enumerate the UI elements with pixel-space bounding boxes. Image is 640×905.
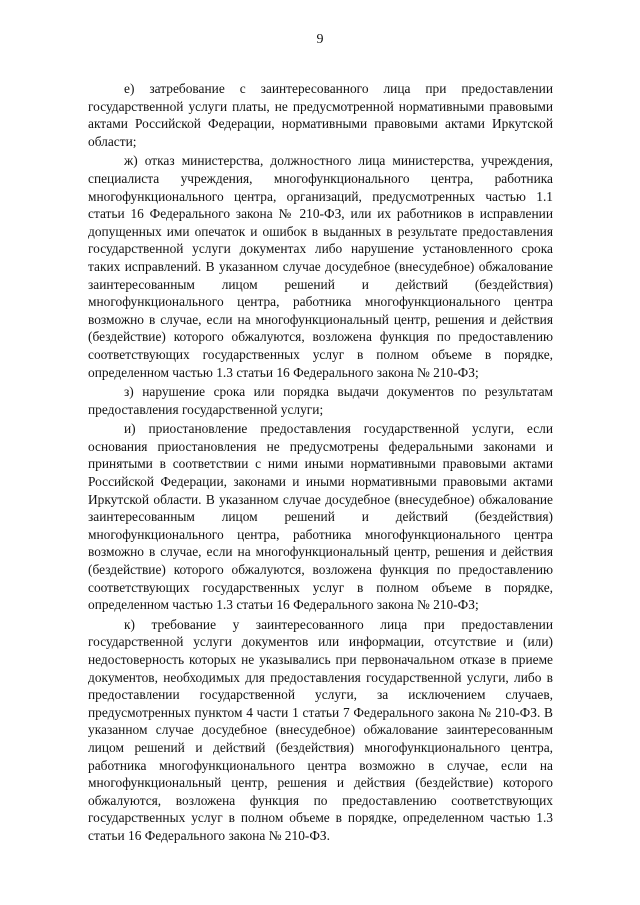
page-number: 9	[316, 32, 324, 47]
paragraph-e: е) затребование с заинтересованного лица при предоставлении государственной услуги платы, не предусмотренной нормативными правовыми актами Российской Федерации, нормативными правовыми актами Иркутской области;	[88, 81, 553, 149]
paragraph-z: з) нарушение срока или порядка выдачи документов по результатам предоставления государственной услуги;	[88, 384, 553, 417]
paragraph-i: и) приостановление предоставления государственной услуги, если основания приостановления не предусмотрены федеральными законами и принятыми в соответствии с ними иными нормативными правовыми актами Российской Федерации, законами и иными нормативными правовыми актами Иркутской области. В указанном случае досудебное (внесудебное) обжалование заинтересованным лицом решений и действий (бездействия) многофункционального центра, работника многофункционального центра возможно в случае, если на многофункциональный центр, решения и действия (бездействие) которого обжалуются, возложена функция по предоставлению соответствующих государственных услуг в полном объеме в порядке, определенном частью 1.3 статьи 16 Федерального закона № 210-ФЗ;	[88, 421, 553, 613]
document-body	[88, 80, 553, 847]
paragraph-k: к) требование у заинтересованного лица при предоставлении государственной услуги документов или информации, отсутствие и (или) недостоверность которых не указывались при первоначальном отказе в приеме документов, необходимых для предоставления государственной услуги, либо в предоставлении государственной услуги, за исключением случаев, предусмотренных пунктом 4 части 1 статьи 7 Федерального закона № 210-ФЗ. В указанном случае досудебное (внесудебное) обжалование заинтересованным лицом решений и действий (бездействия) многофункционального центра, работника многофункционального центра возможно в случае, если на многофункциональный центр, решения и действия (бездействие) которого обжалуются, возложена функция по предоставлению соответствующих государственных услуг в полном объеме в порядке, определенном частью 1.3 статьи 16 Федерального закона № 210-ФЗ.	[88, 616, 553, 843]
paragraph-zh: ж) отказ министерства, должностного лица министерства, учреждения, специалиста учреждения, многофункционального центра, работника многофункционального центра, организаций, предусмотренных частью 1.1 статьи 16 Федерального закона № 210-ФЗ, или их работников в исправлении допущенных ими опечаток и ошибок в выданных в результате предоставления государственной услуги документах либо нарушение установленного срока таких исправлений. В указанном случае досудебное (внесудебное) обжалование заинтересованным лицом решений и действий (бездействия) многофункционального центра, работника многофункционального центра возможно в случае, если на многофункциональный центр, решения и действия (бездействие) которого обжалуются, возложена функция по предоставлению соответствующих государственных услуг в полном объеме в порядке, определенном частью 1.3 статьи 16 Федерального закона № 210-ФЗ;	[88, 153, 553, 380]
